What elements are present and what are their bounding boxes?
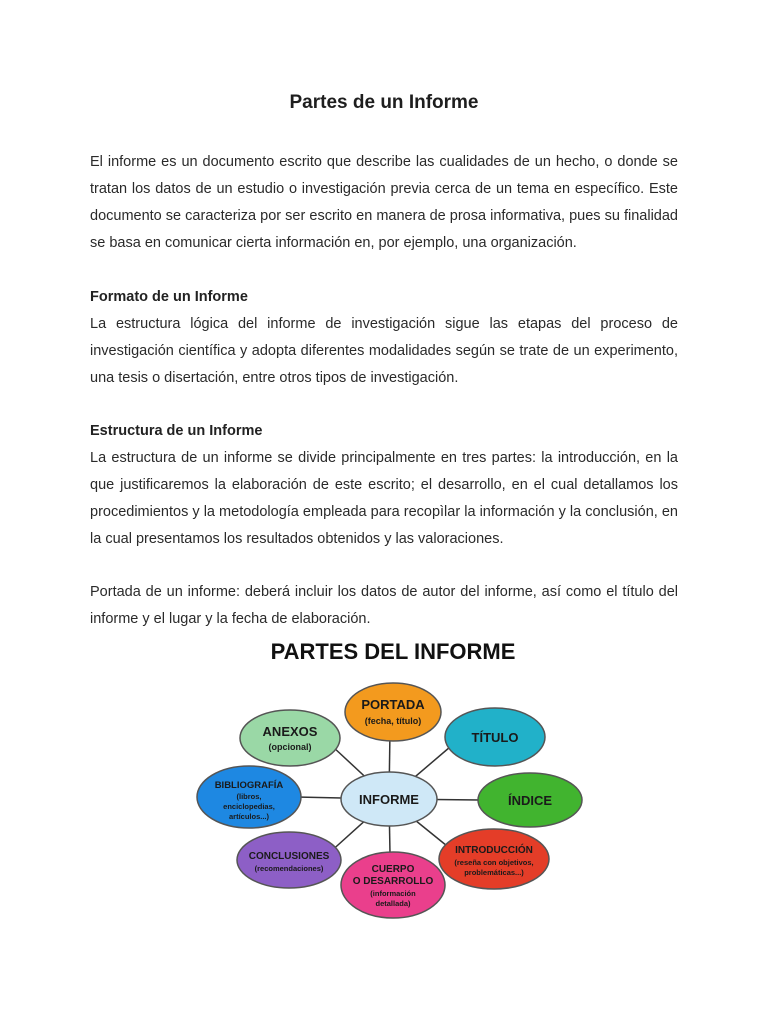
introduccion-label: INTRODUCCIÓN — [455, 845, 533, 856]
page-title: Partes de un Informe — [289, 92, 479, 113]
node-titulo — [445, 708, 545, 766]
estructura-heading: Estructura de un Informe — [90, 423, 263, 439]
indice-label: ÍNDICE — [507, 793, 553, 808]
portada-ellipse — [345, 683, 441, 741]
cuerpo-label2: O DESARROLLO — [352, 876, 434, 887]
introduccion-sub1: (reseña con objetivos, — [454, 858, 534, 867]
cuerpo-sub1: (información — [370, 889, 416, 898]
cuerpo-sub2: detallada) — [375, 899, 411, 908]
portada-label: PORTADA — [361, 697, 425, 712]
anexos-sub: (opcional) — [268, 742, 312, 752]
node-introduccion — [439, 829, 549, 889]
formato-heading: Formato de un Informe — [90, 289, 248, 305]
node-portada — [345, 683, 441, 741]
node-cuerpo — [341, 852, 445, 918]
cuerpo-label1: CUERPO — [371, 864, 415, 875]
center-label: INFORME — [359, 792, 419, 807]
titulo-label: TÍTULO — [471, 730, 519, 745]
bibliografia-sub1: (libros, — [236, 792, 262, 801]
diagram-title: PARTES DEL INFORME — [270, 639, 516, 664]
partes-informe-diagram — [190, 632, 590, 922]
node-conclusiones — [237, 832, 341, 888]
portada-sub: (fecha, título) — [364, 716, 422, 726]
bibliografia-label: BIBLIOGRAFÍA — [214, 780, 284, 791]
introduccion-sub2: problemáticas...) — [464, 868, 524, 877]
conclusiones-sub: (recomendaciones) — [254, 864, 324, 873]
bibliografia-sub3: artículos...) — [228, 812, 270, 821]
anexos-label: ANEXOS — [262, 724, 318, 739]
estructura-paragraph: La estructura de un informe se divide principalmente en tres partes: la introducción, en la que justificaremos la elaboración de este escrito; el desarrollo, en el cual detallamos los procedimientos y la metodología empleada para recopìlar la información y la conclusión, en la cual presentamos los resultados obtenidos y las valoraciones. — [90, 450, 678, 547]
node-bibliografia — [197, 766, 301, 828]
formato-paragraph: La estructura lógica del informe de investigación sigue las etapas del proceso de investigación científica y adopta diferentes modalidades según se trate de un experimento, una tesis o disertación, entre otros tipos de investigación. — [90, 316, 678, 386]
node-center — [341, 772, 437, 826]
conclusiones-label: CONCLUSIONES — [248, 851, 330, 862]
node-anexos — [240, 710, 340, 766]
portada-paragraph: Portada de un informe: deberá incluir los datos de autor del informe, así como el título del informe y el lugar y la fecha de elaboración. — [90, 584, 678, 627]
node-indice — [478, 773, 582, 827]
intro-paragraph: El informe es un documento escrito que describe las cualidades de un hecho, o donde se tratan los datos de un estudio o investigación previa cerca de un tema en específico. Este documento se caracteriza por ser escrito en manera de prosa informativa, pues su finalidad se basa en comunicar cierta información en, por ejemplo, una organización. — [90, 154, 678, 251]
bibliografia-sub2: enciclopedias, — [223, 802, 275, 811]
